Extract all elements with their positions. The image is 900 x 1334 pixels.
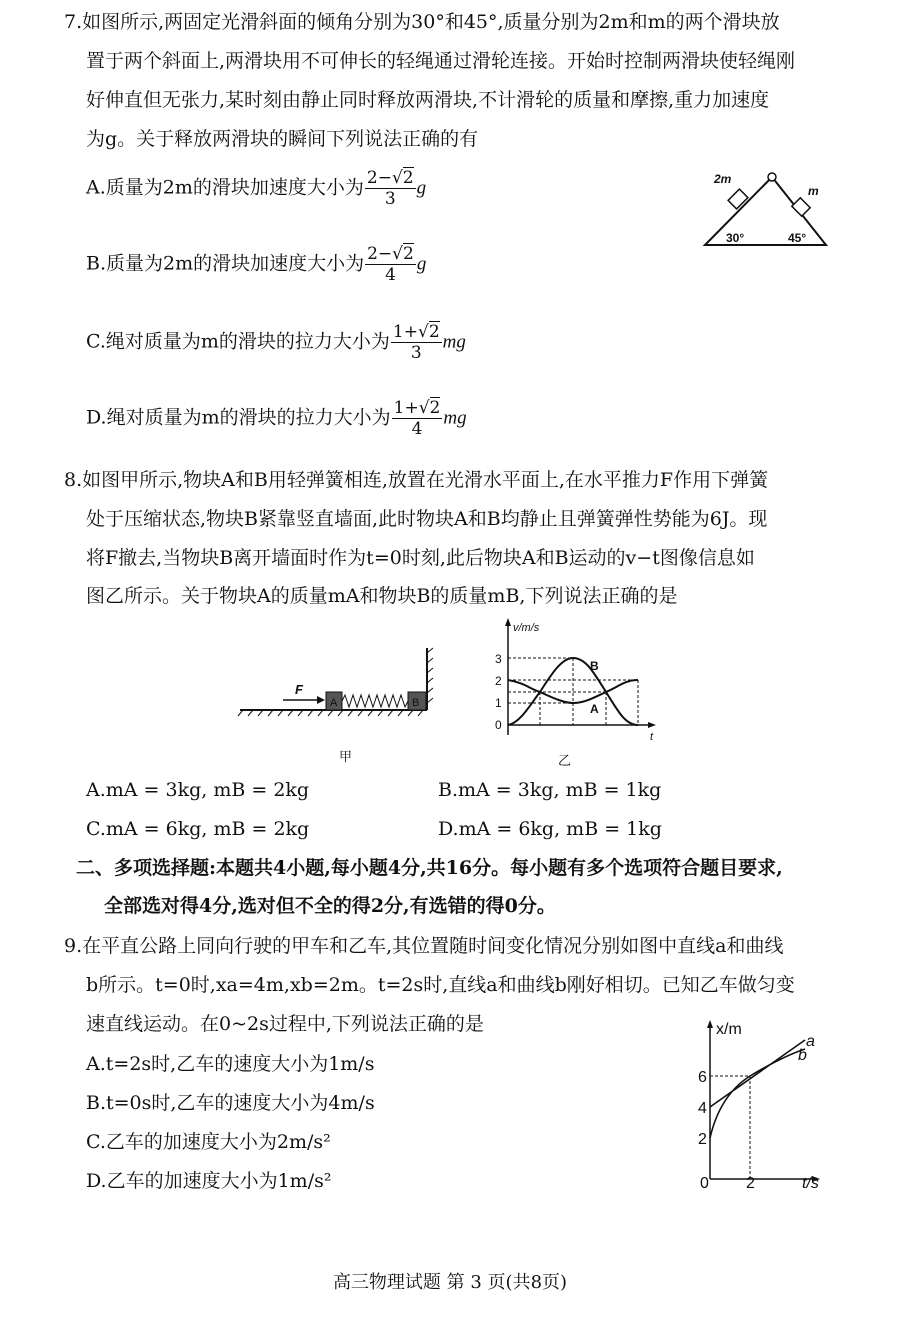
q8-option-b: B.mA = 3kg, mB = 1kg xyxy=(438,779,662,801)
svg-text:a: a xyxy=(806,1033,815,1050)
q9-option-b: B.t=0s时,乙车的速度大小为4m/s xyxy=(86,1092,375,1114)
label-30: 30° xyxy=(726,231,745,245)
option-text: D.绳对质量为m的滑块的拉力大小为 xyxy=(86,406,391,429)
figure-jia xyxy=(235,648,435,763)
q9-option-a: A.t=2s时,乙车的速度大小为1m/s xyxy=(86,1053,375,1075)
label-45: 45° xyxy=(788,231,807,245)
q9-xt-graph xyxy=(690,1012,840,1192)
svg-text:v/m/s: v/m/s xyxy=(513,622,540,634)
caption-jia: 甲 xyxy=(339,749,353,764)
curve-b xyxy=(710,1049,805,1138)
svg-text:t: t xyxy=(650,731,654,743)
block-2m xyxy=(728,189,748,209)
section-2-rules: 全部选对得4分,选对但不全的得2分,有选错的得0分。 xyxy=(104,895,556,917)
q8-line-4: 图乙所示。关于物块A的质量mA和物块B的质量mB,下列说法正确的是 xyxy=(86,585,678,607)
fraction: $\frac{2-√2}{4}$ xyxy=(367,244,414,285)
q9-option-c: C.乙车的加速度大小为2m/s² xyxy=(86,1131,331,1153)
option-text: B.质量为2m的滑块加速度大小为 xyxy=(86,252,365,275)
svg-text:4: 4 xyxy=(698,1100,707,1117)
q8-line-1: 8.如图甲所示,物块A和B用轻弹簧相连,放置在光滑水平面上,在水平推力F作用下弹簧 xyxy=(64,469,769,491)
q9-line-3: 速直线运动。在0~2s过程中,下列说法正确的是 xyxy=(86,1013,484,1035)
svg-text:3: 3 xyxy=(495,652,502,666)
svg-text:2: 2 xyxy=(698,1131,707,1148)
q7-line-4: 为g。关于释放两滑块的瞬间下列说法正确的有 xyxy=(86,128,479,150)
q8-line-3: 将F撤去,当物块B离开墙面时作为t=0时刻,此后物块A和B运动的v−t图像信息如 xyxy=(86,547,755,569)
svg-text:0: 0 xyxy=(495,718,502,732)
q7-line-2: 置于两个斜面上,两滑块用不可伸长的轻绳通过滑轮连接。开始时控制两滑块使轻绳刚 xyxy=(86,50,796,72)
block-m xyxy=(792,198,810,216)
svg-text:B: B xyxy=(590,659,599,673)
svg-text:b: b xyxy=(798,1047,807,1064)
svg-text:x/m: x/m xyxy=(716,1021,742,1038)
svg-text:t/s: t/s xyxy=(802,1175,819,1192)
q7-option-d: D.绳对质量为m的滑块的拉力大小为 $\frac{1+√2}{4}$ mg xyxy=(86,398,467,439)
svg-text:6: 6 xyxy=(698,1069,707,1086)
q7-option-a: A.质量为2m的滑块加速度大小为 $\frac{2-√2}{3}$ g xyxy=(86,168,427,209)
q7-option-c: C.绳对质量为m的滑块的拉力大小为 $\frac{1+√2}{3}$ mg xyxy=(86,322,466,363)
q8-option-d: D.mA = 6kg, mB = 1kg xyxy=(438,818,662,840)
fraction: $\frac{1+√2}{4}$ xyxy=(393,398,441,439)
section-2-heading: 二、多项选择题:本题共4小题,每小题4分,共16分。每小题有多个选项符合题目要求, xyxy=(76,857,783,879)
fraction: $\frac{2-√2}{3}$ xyxy=(366,168,414,209)
q8-option-a: A.mA = 3kg, mB = 2kg xyxy=(86,779,310,801)
svg-text:A: A xyxy=(330,697,338,709)
option-text: A.质量为2m的滑块加速度大小为 xyxy=(86,176,364,199)
incline-figure xyxy=(700,165,830,250)
fraction: $\frac{1+√2}{3}$ xyxy=(392,322,440,363)
q8-option-c: C.mA = 6kg, mB = 2kg xyxy=(86,818,310,840)
q8-line-2: 处于压缩状态,物块B紧靠竖直墙面,此时物块A和B均静止且弹簧弹性势能为6J。现 xyxy=(86,508,768,530)
q9-option-d: D.乙车的加速度大小为1m/s² xyxy=(86,1170,332,1192)
q9-line-2: b所示。t=0时,xa=4m,xb=2m。t=2s时,直线a和曲线b刚好相切。已知乙车做匀变 xyxy=(86,974,795,996)
label-2m: 2m xyxy=(714,172,732,186)
pulley-icon xyxy=(768,173,776,181)
q7-option-b: B.质量为2m的滑块加速度大小为 $\frac{2-√2}{4}$ g xyxy=(86,244,427,285)
svg-text:2: 2 xyxy=(495,674,502,688)
svg-text:1: 1 xyxy=(495,696,502,710)
label-m: m xyxy=(808,184,819,198)
page-footer: 高三物理试题 第 3 页(共8页) xyxy=(332,1272,568,1293)
svg-text:0: 0 xyxy=(700,1175,709,1192)
caption-yi: 乙 xyxy=(558,753,572,768)
svg-text:2: 2 xyxy=(746,1175,755,1192)
svg-text:A: A xyxy=(590,702,599,716)
q7-line-3: 好伸直但无张力,某时刻由静止同时释放两滑块,不计滑轮的质量和摩擦,重力加速度 xyxy=(86,89,770,111)
q9-line-1: 9.在平直公路上同向行驶的甲车和乙车,其位置随时间变化情况分别如图中直线a和曲线 xyxy=(64,935,784,957)
q7-line-1: 7.如图所示,两固定光滑斜面的倾角分别为30°和45°,质量分别为2m和m的两个滑块放 xyxy=(64,11,780,33)
line-a xyxy=(710,1040,805,1107)
svg-text:B: B xyxy=(412,697,420,709)
option-text: C.绳对质量为m的滑块的拉力大小为 xyxy=(86,330,390,353)
figure-yi-vt-graph xyxy=(490,615,660,770)
svg-text:F: F xyxy=(295,682,303,697)
spring xyxy=(342,695,408,707)
